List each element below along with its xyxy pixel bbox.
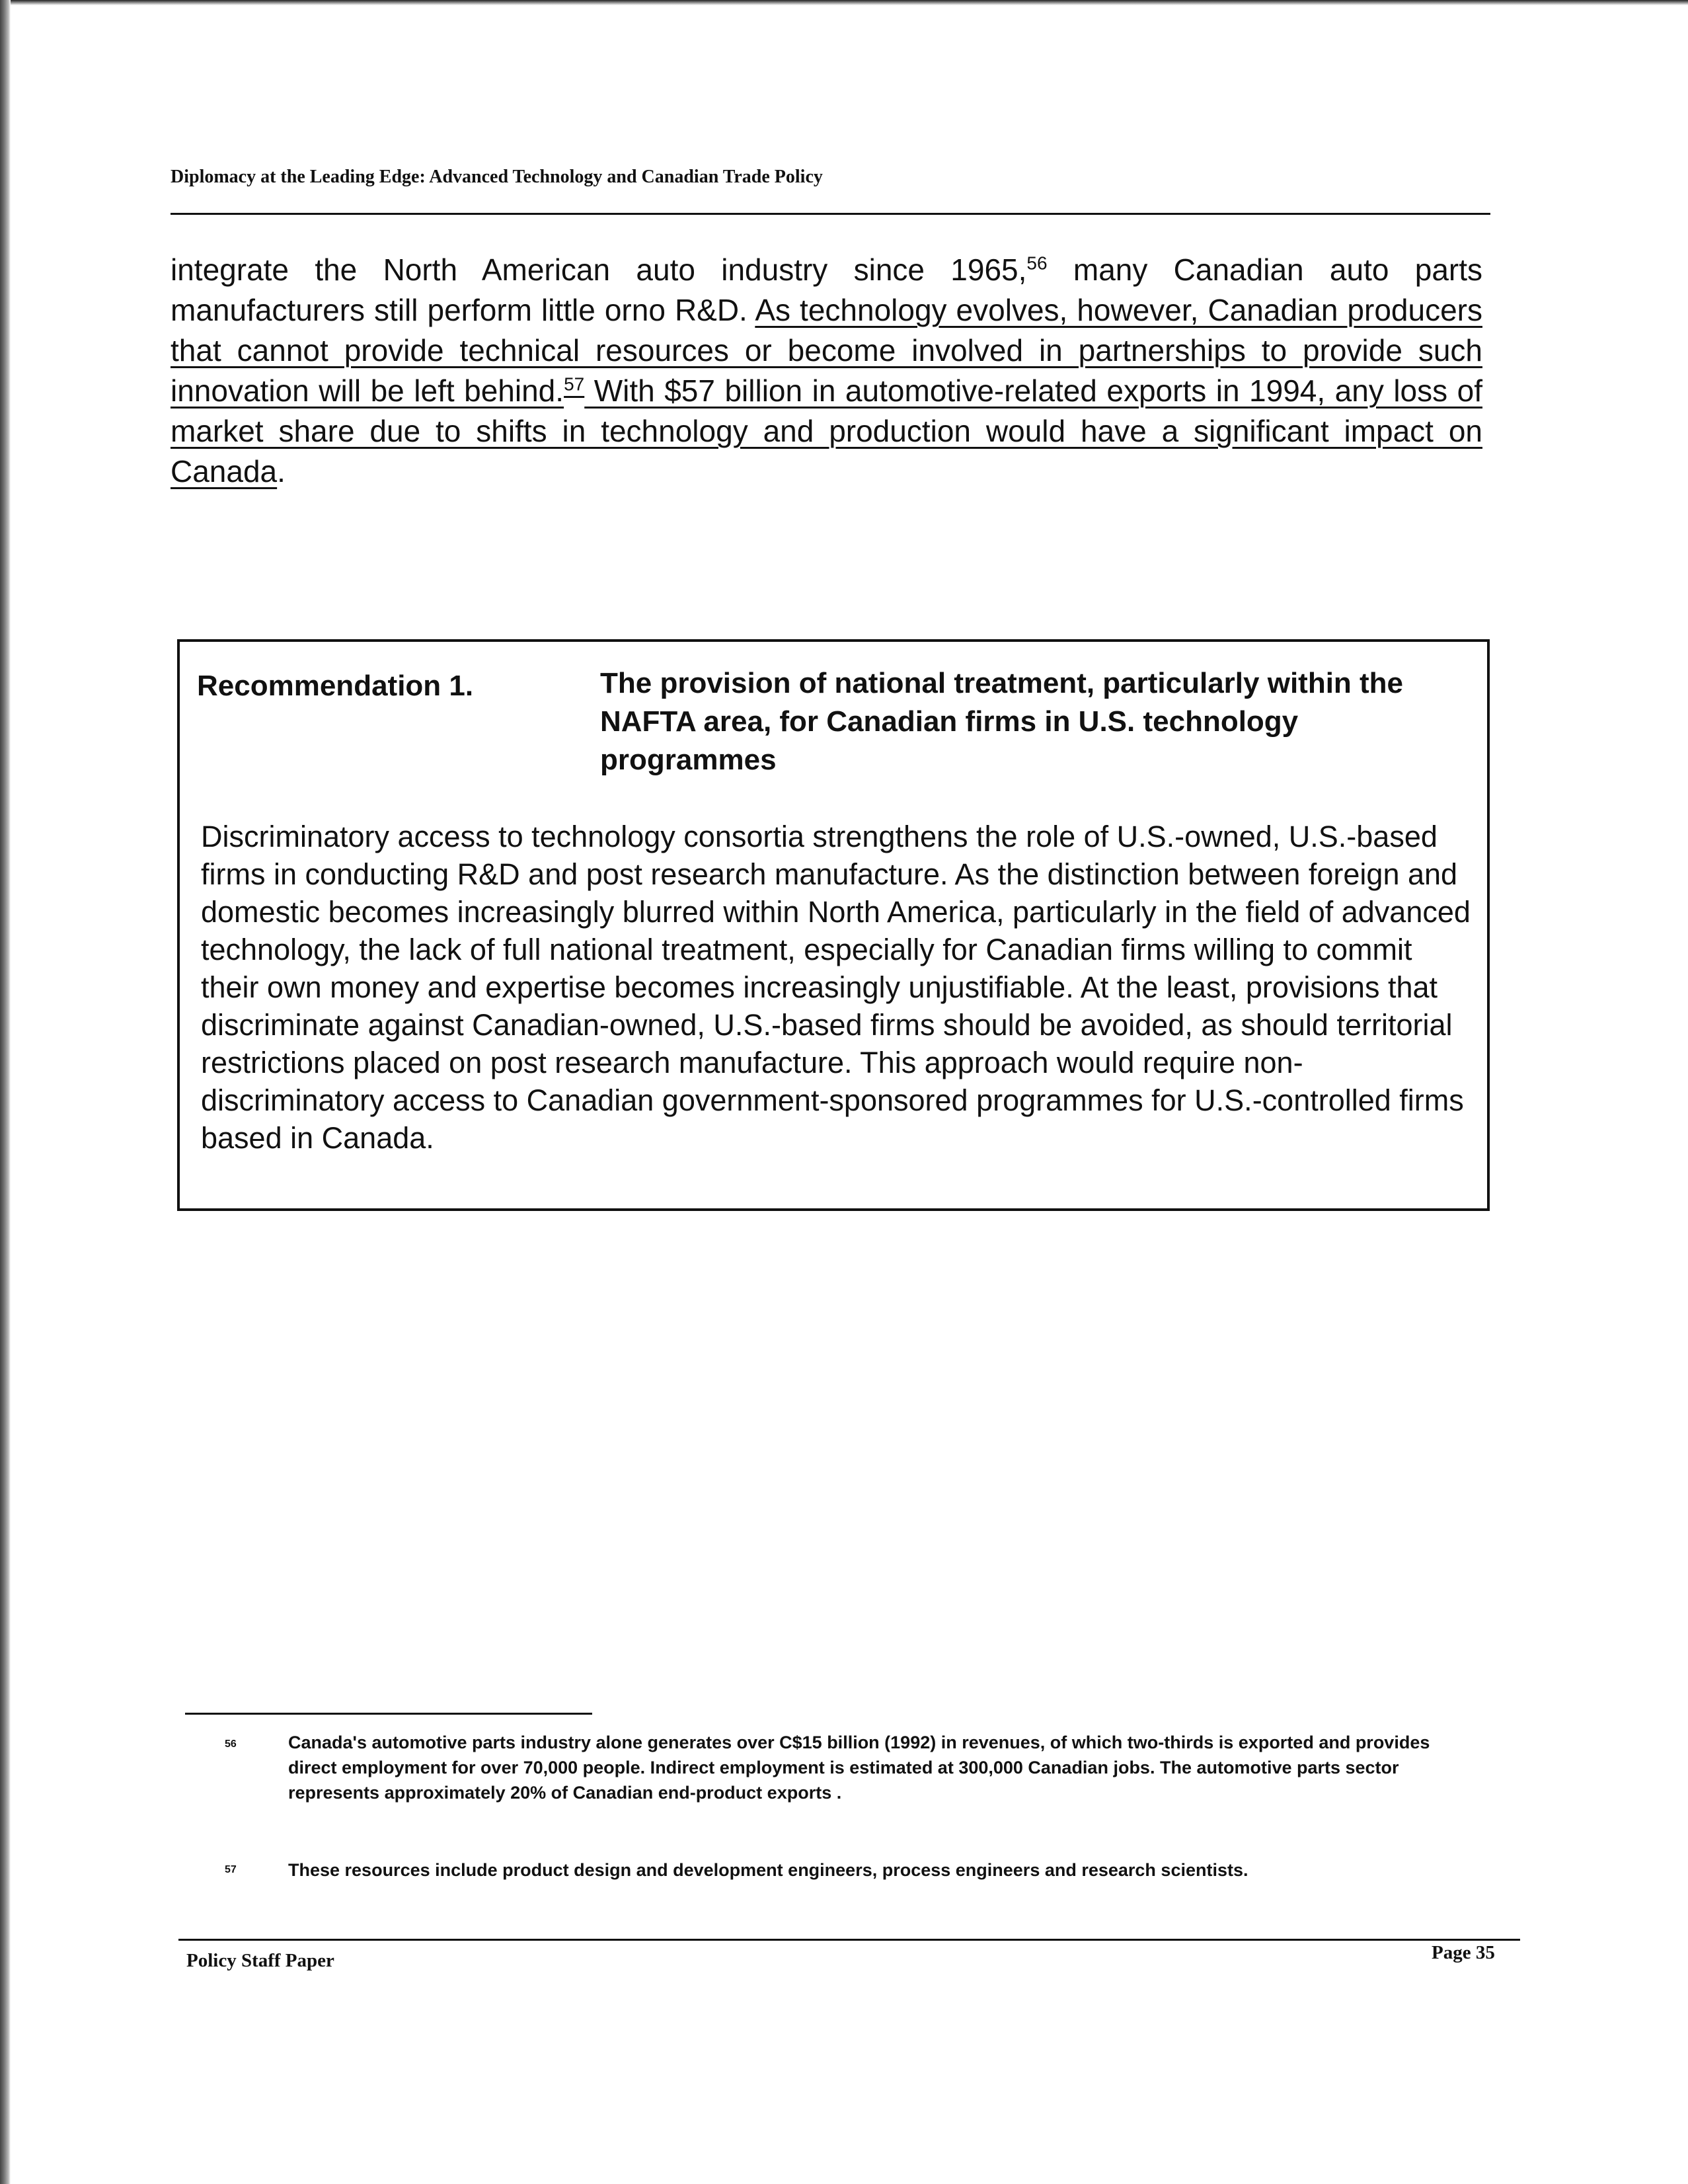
footer-left: Policy Staff Paper bbox=[186, 1950, 334, 1971]
recommendation-text: Discriminatory access to technology consortia strengthens the role of U.S.-owned, U.S.-based firms in conducting R&D and post research manufacture. As the distinction between foreign and domestic becomes increasingly blurred within North America, particularly in the field of advanced technology, the lack of full national treatment, especially for Canadian firms willing to commit their own money and expertise becomes increasingly unjustifiable. At the least, provisions that discriminate against Canadian-owned, U.S.-based firms should be avoided, as should territorial restrictions placed on post research manufacture. This approach would require non-discriminatory access to Canadian government-sponsored programmes for U.S.-controlled firms based in Canada. bbox=[201, 820, 1471, 1155]
underlined-sentence-1: As technology evolves, however, Canadian producers that cannot provide technical resources or become involved in partnerships to provide such innovation will be left behind. bbox=[171, 293, 1482, 408]
footnote-number-56: 56 bbox=[225, 1738, 237, 1750]
footnote-ref-56[interactable]: 56 bbox=[1026, 253, 1048, 274]
underlined-sentence-2: With $57 billion in automotive-related exports in 1994, any loss of market share due to shifts in technology and production would have a significant impact on Canada bbox=[171, 373, 1482, 488]
footnote-separator bbox=[185, 1713, 592, 1715]
recommendation-label: Recommendation 1. bbox=[197, 670, 474, 702]
footer-rule bbox=[178, 1939, 1520, 1941]
scan-top-edge bbox=[0, 0, 1688, 5]
body-lead-text: integrate the North American auto industry since 1965, bbox=[171, 253, 1027, 287]
footnote-ref-57[interactable]: 57 bbox=[564, 373, 585, 395]
recommendation-box bbox=[177, 639, 1490, 1211]
body-continuation: many Canadian auto parts manufacturers still perform little orno R&D. bbox=[171, 253, 1483, 327]
scan-left-edge bbox=[0, 0, 11, 2184]
page-number: Page 35 bbox=[1432, 1942, 1495, 1963]
header-rule bbox=[171, 213, 1490, 215]
recommendation-title: The provision of national treatment, particularly within the NAFTA area, for Canadian firms in U.S. technology programmes bbox=[600, 667, 1404, 776]
running-header: Diplomacy at the Leading Edge: Advanced Technology and Canadian Trade Policy bbox=[171, 167, 823, 187]
footnote-number-57: 57 bbox=[225, 1864, 237, 1875]
body-period: . bbox=[277, 454, 286, 488]
footnote-56: Canada's automotive parts industry alone generates over C$15 billion (1992) in revenues, of which two-thirds is exported and provides direct employment for over 70,000 people. Indirect employment is estimated at 300,000 Canadian jobs. The automotive parts sector represents approximately 20% of Canadian end-product exports . bbox=[288, 1733, 1430, 1803]
body-paragraph bbox=[171, 250, 1482, 492]
footnote-57: These resources include product design and development engineers, process engineers and research scientists. bbox=[288, 1860, 1248, 1880]
